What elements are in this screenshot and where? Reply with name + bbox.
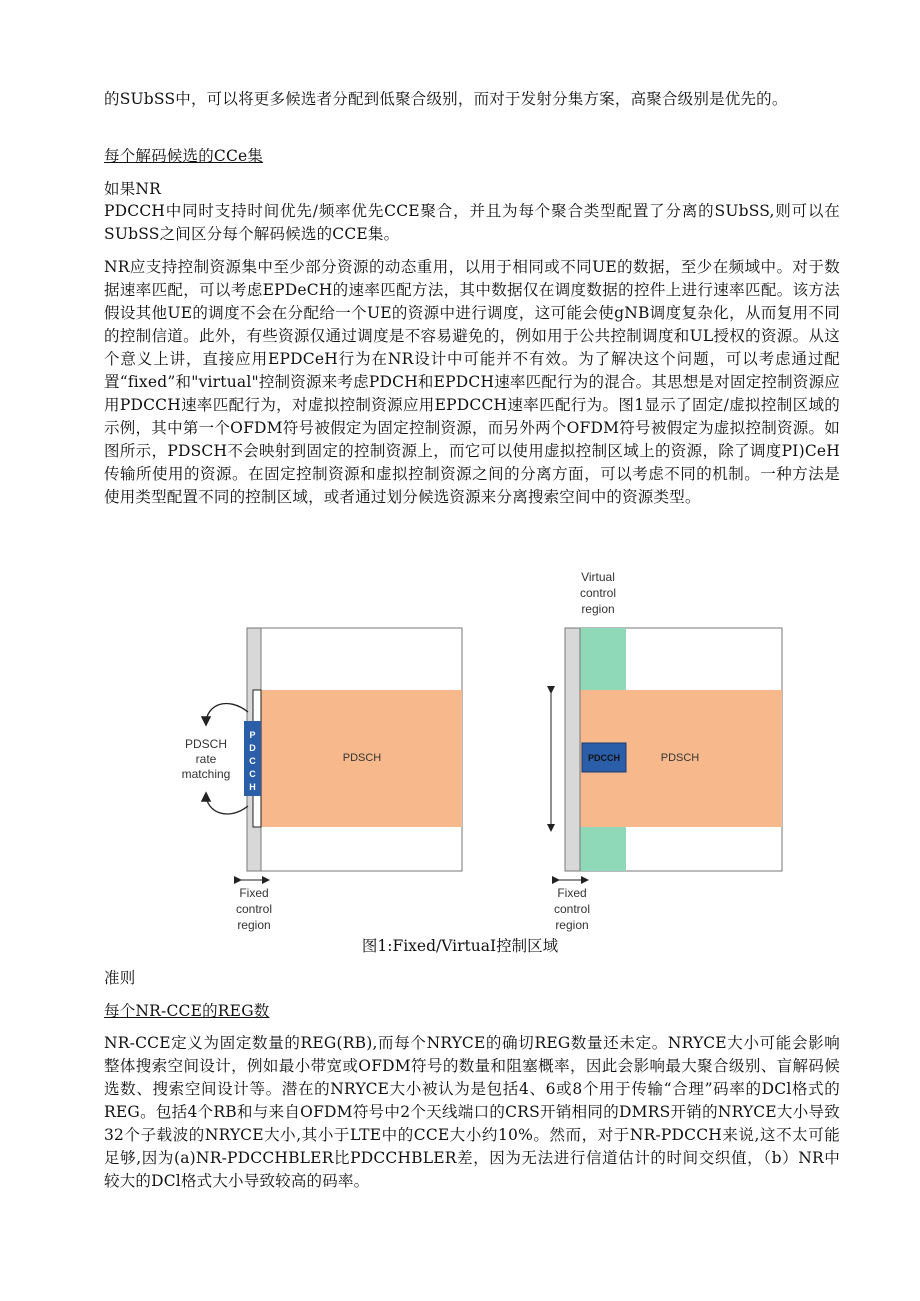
left-fixed-label: Fixed — [239, 886, 269, 900]
left-pdcch-letter: C — [249, 769, 256, 779]
left-diagram — [182, 628, 462, 932]
heading-cce-set: 每个解码候选的CCe集 — [104, 147, 264, 165]
right-fixed-label: control — [553, 902, 591, 916]
left-pdcch-letter: D — [249, 743, 256, 753]
rate-matching-label: PDSCH — [184, 737, 228, 751]
left-pdcch-letter: P — [249, 730, 256, 740]
left-fixed-label: region — [237, 918, 271, 932]
paragraph-pdcch-aggregation: PDCCH中同时支持时间优先/频率优先CCE聚合，并且为每个聚合类型配置了分离的SUbSS,则可以在SUbSS之间区分每个解码候选的CCE集。 — [104, 202, 840, 243]
paragraph-if-nr: 如果NR — [104, 180, 162, 198]
left-fixed-label: control — [235, 902, 273, 916]
paragraph-resource-reuse: NR应支持控制资源集中至少部分资源的动态重用，以用于相同或不同UE的数据，至少在频域中。对于数据速率匹配，可以考虑EPDeCH的速率匹配方法，其中数据仅在调度数据的控件上进行速率匹配。该方法假设其他UE的调度不会在分配给一个UE的资源中进行调度，这可能会使gNB调度复杂化，从而复用不同的控制信道。此外，有些资源仅通过调度是不容易避免的，例如用于公共控制调度和UL授权的资源。从这个意义上讲，直接应用EPDCeH行为在NR设计中可能并不有效。为了解决这个问题，可以考虑通过配置“fixed”和"virtual"控制资源来考虑PDCH和EPDCH速率匹配行为的混合。其思想是对固定控制资源应用PDCCH速率匹配行为，对虚拟控制资源应用EPDCCH速率匹配行为。图1显示了固定/虚拟控制区域的示例，其中第一个OFDM符号被假定为固定控制资源，而另外两个OFDM符号被假定为虚拟控制资源。如图所示，PDSCH不会映射到固定的控制资源上，而它可以使用虚拟控制区域上的资源，除了调度PI)CeH传输所使用的资源。在固定控制资源和虚拟控制资源之间的分离方面，可以考虑不同的机制。一种方法是使用类型配置不同的控制区域，或者通过划分候选资源来分离搜索空间中的资源类型。 — [104, 258, 840, 506]
figure-caption: 图1:Fixed/VirtuaI控制区域 — [361, 937, 559, 955]
right-virtual-label: Virtual — [581, 570, 615, 584]
right-pdsch-label: PDSCH — [660, 752, 700, 764]
left-pdsch-label: PDSCH — [342, 752, 382, 764]
paragraph-nr-cce-size: NR-CCE定义为固定数量的REG(RB),而每个NRYCE的确切REG数量还未定。NRYCE大小可能会影响整体搜索空间设计，例如最小带宽或OFDM符号的数量和阻塞概率，因此会影响最大聚合级别、盲解码候选数、搜索空间设计等。潜在的NRYCE大小被认为是包括4、6或8个用于传输“合理”码率的DCl格式的REG。包括4个RB和与来自OFDM符号中2个天线端口的CRS开销相同的DMRS开销的NRYCE大小导致32个子载波的NRYCE大小,其小于LTE中的CCE大小约10%。然而，对于NR-PDCCH来说,这不太可能足够,因为(a)NR-PDCCHBLER比PDCCHBLER差，因为无法进行信道估计的时间交织值，（b）NR中较大的DCl格式大小导致较高的码率。 — [104, 1034, 840, 1190]
heading-criteria: 准则 — [104, 969, 136, 987]
fixed-virtual-control-region-figure — [0, 568, 920, 938]
right-pdcch-label: PDCCH — [587, 753, 621, 763]
right-diagram — [551, 570, 782, 932]
right-fixed-region — [565, 628, 580, 871]
heading-reg-per-cce: 每个NR-CCE的REG数 — [104, 1002, 270, 1020]
right-virtual-label: region — [581, 602, 615, 616]
rate-matching-arrow-bottom — [206, 794, 248, 814]
paragraph-intro: 的SUbSS中，可以将更多候选者分配到低聚合级别，而对于发射分集方案，高聚合级别是优先的。 — [104, 90, 788, 108]
rate-matching-label: rate — [195, 752, 217, 766]
right-virtual-label: control — [579, 586, 617, 600]
left-pdcch-letter: H — [249, 782, 256, 792]
rate-matching-arrow-top — [206, 703, 248, 724]
right-fixed-label: region — [555, 918, 589, 932]
rate-matching-label: matching — [181, 767, 231, 781]
right-fixed-label: Fixed — [557, 886, 587, 900]
left-pdcch-letter: C — [249, 756, 256, 766]
